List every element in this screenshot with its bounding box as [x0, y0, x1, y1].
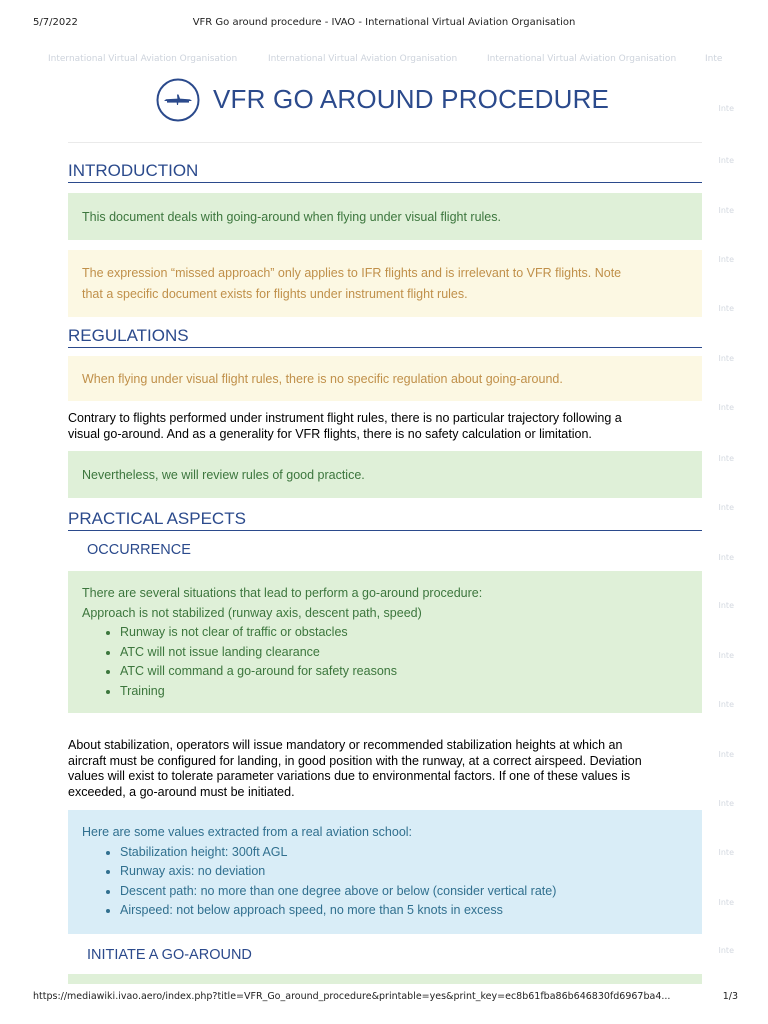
paragraph-line: exceeded, a go-around must be initiated.: [68, 784, 295, 799]
success-note-partial: [68, 974, 702, 984]
watermark-text: Inte: [705, 54, 723, 64]
section-heading-practical-aspects: PRACTICAL ASPECTS: [68, 506, 702, 531]
note-text-line: that a specific document exists for flights under instrument flight rules.: [82, 287, 468, 301]
watermark-side: Inte: [718, 156, 734, 165]
watermark-side: Inte: [718, 206, 734, 215]
subsection-heading-occurrence: OCCURRENCE: [87, 542, 191, 558]
stabilization-paragraph: [68, 738, 702, 800]
paragraph-line: aircraft must be configured for landing, in good position with the runway, at a correct airspeed. Deviation: [68, 753, 642, 768]
info-note: [68, 810, 702, 934]
warning-note: [68, 250, 702, 317]
watermark-side: Inte: [718, 104, 734, 113]
watermark-side: Inte: [718, 601, 734, 610]
watermark-side: Inte: [718, 799, 734, 808]
note-text: This document deals with going-around when flying under visual flight rules.: [82, 210, 501, 224]
list-item: • ATC will not issue landing clearance: [120, 643, 688, 663]
list-item: • Runway is not clear of traffic or obstacles: [120, 623, 688, 643]
warning-note: [68, 356, 702, 401]
note-text-line: The expression “missed approach” only applies to IFR flights and is irrelevant to VFR flights. Note: [82, 266, 622, 280]
watermark-side: Inte: [718, 750, 734, 759]
paragraph-line: visual go-around. And as a generality for VFR flights, there is no safety calculation or limitation.: [68, 426, 592, 441]
watermark-side: Inte: [718, 403, 734, 412]
title-divider: [68, 142, 702, 143]
note-text: When flying under visual flight rules, there is no specific regulation about going-around.: [82, 372, 563, 386]
watermark-side: Inte: [718, 700, 734, 709]
list-item: • Training: [120, 682, 688, 702]
watermark-side: Inte: [718, 848, 734, 857]
watermark-row: [0, 54, 768, 68]
section-heading-regulations: REGULATIONS: [68, 323, 702, 348]
success-note: [68, 451, 702, 498]
watermark-text: International Virtual Aviation Organisation: [268, 54, 458, 64]
page-title: VFR GO AROUND PROCEDURE: [213, 84, 610, 114]
note-text: Nevertheless, we will review rules of good practice.: [82, 468, 365, 482]
watermark-side: Inte: [718, 946, 734, 955]
watermark-text: International Virtual Aviation Organisation: [48, 54, 238, 64]
print-url: https://mediawiki.ivao.aero/index.php?title=VFR_Go_around_procedure&printable=yes&print_key=ec8b61fba86b646830fd6967ba4...: [33, 991, 671, 1002]
watermark-side: Inte: [718, 255, 734, 264]
list-item: • Descent path: no more than one degree above or below (consider vertical rate): [120, 882, 688, 902]
article-content: [68, 158, 702, 984]
body-paragraph: [68, 411, 702, 442]
page-title-block: [0, 76, 768, 126]
paragraph-line: About stabilization, operators will issue mandatory or recommended stabilization heights at which an: [68, 738, 623, 752]
watermark-side: Inte: [718, 354, 734, 363]
watermark-side: Inte: [718, 898, 734, 907]
watermark-side: Inte: [718, 503, 734, 512]
section-heading-introduction: INTRODUCTION: [68, 158, 702, 183]
ivao-airplane-logo-icon: [156, 78, 200, 122]
school-values-list: [82, 843, 688, 921]
watermark-side: Inte: [718, 304, 734, 313]
paragraph-line: values will exist to tolerate parameter variations due to environmental factors. If one of these values is: [68, 769, 631, 783]
print-date: 5/7/2022: [33, 17, 78, 28]
subsection-heading-initiate-go-around: INITIATE A GO-AROUND: [87, 946, 252, 963]
list-item: • Airspeed: not below approach speed, no more than 5 knots in excess: [120, 901, 688, 921]
watermark-side: Inte: [718, 454, 734, 463]
list-item: • Runway axis: no deviation: [120, 862, 688, 882]
page-number: 1/3: [722, 991, 738, 1002]
note-text-line: There are several situations that lead to perform a go-around procedure:: [82, 586, 483, 600]
occurrence-note: [68, 571, 702, 713]
note-text-line: Approach is not stabilized (runway axis, descent path, speed): [82, 605, 422, 620]
watermark-side: Inte: [718, 553, 734, 562]
list-item: • ATC will command a go-around for safety reasons: [120, 662, 688, 682]
list-item: • Stabilization height: 300ft AGL: [120, 843, 688, 863]
watermark-text: International Virtual Aviation Organisation: [487, 54, 677, 64]
paragraph-line: Contrary to flights performed under instrument flight rules, there is no particular trajectory following a: [68, 411, 622, 425]
success-note: [68, 193, 702, 240]
note-text-line: Here are some values extracted from a real aviation school:: [82, 825, 413, 839]
print-header: [0, 17, 768, 33]
occurrence-list: [82, 623, 688, 701]
watermark-side: Inte: [718, 651, 734, 660]
print-title: VFR Go around procedure - IVAO - International Virtual Aviation Organisation: [192, 17, 576, 28]
